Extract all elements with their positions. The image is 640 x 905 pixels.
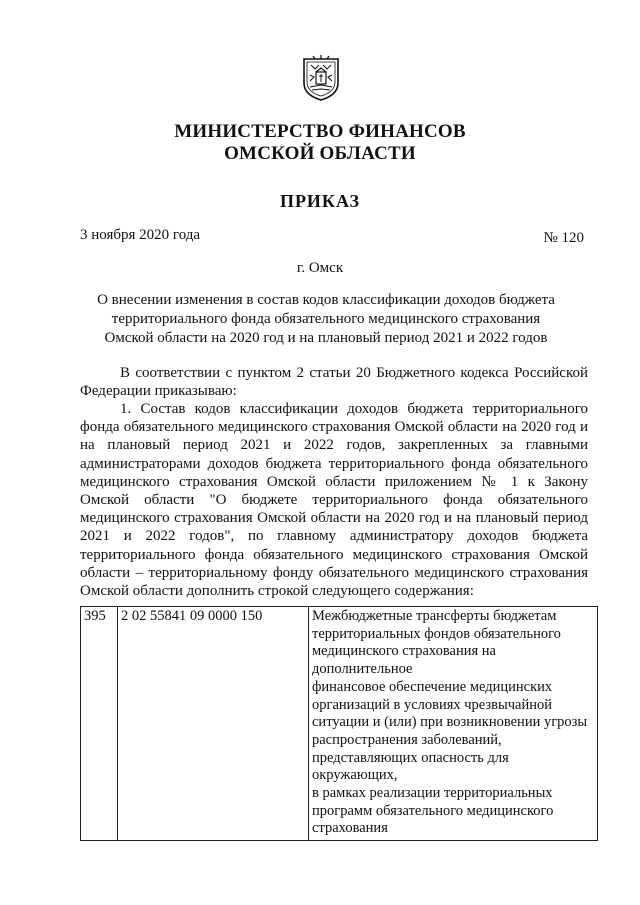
description-cell <box>309 607 598 841</box>
description-line: страхования <box>312 820 388 837</box>
document-date: 3 ноября 2020 года <box>80 227 201 243</box>
item-1-paragraph: 1. Состав кодов классификации доходов бюджета территориального фонда обязательного медицинского страхования Омской области на 2020 год и на плановый период 2021 и 2022 годов, закрепленных за главными администраторами доходов бюджета территориального фонда обязательного медицинского страхования Омской области приложением № 1 к Закону Омской области "О бюджете территориального фонда обязательного медицинского страхования Омской области на 2020 год и на плановый период 2021 и 2022 годов", по главному администратору доходов бюджета территориального фонда обязательного медицинского страхования Омской области – территориальному фонду обязательного медицинского страхования Омской области дополнить строкой следующего содержания: <box>80 401 588 600</box>
admin-code-cell: 395 <box>81 607 118 841</box>
description-line: в рамках реализации территориальных <box>312 785 553 802</box>
description-line: программ обязательного медицинского <box>312 802 554 819</box>
table-row <box>81 607 598 841</box>
description-line: финансовое обеспечение медицинских <box>312 678 553 695</box>
description-line: ситуации и (или) при возникновении угрозы <box>312 714 588 731</box>
income-code-cell: 2 02 55841 09 0000 150 <box>118 607 309 841</box>
description-line: территориальных фондов обязательного <box>312 625 561 642</box>
income-codes-table <box>80 606 598 841</box>
ministry-name-line1: МИНИСТЕРСТВО ФИНАНСОВ <box>174 121 466 142</box>
document-subject: О внесении изменения в состав кодов классификации доходов бюджета территориального фонда обязательного медицинского страхования Омской области на 2020 год и на плановый период 2021 и 2022 годов <box>97 292 555 346</box>
description-line: распространения заболеваний, <box>312 731 502 748</box>
description-line: Межбюджетные трансферты бюджетам <box>312 608 557 624</box>
description-line: представляющих опасность для окружающих, <box>312 749 509 784</box>
coat-of-arms-emblem <box>302 55 340 101</box>
description-line: организаций в условиях чрезвычайной <box>312 696 552 713</box>
document-type-title: ПРИКАЗ <box>279 191 361 211</box>
document-city: г. Омск <box>296 260 344 276</box>
description-line: медицинского страхования на дополнительное <box>312 643 496 678</box>
basis-paragraph: В соответствии с пунктом 2 статьи 20 Бюджетного кодекса Российской Федерации приказываю: <box>80 365 588 400</box>
document-number: № 120 <box>543 230 584 246</box>
ministry-name-line2: ОМСКОЙ ОБЛАСТИ <box>224 143 416 164</box>
